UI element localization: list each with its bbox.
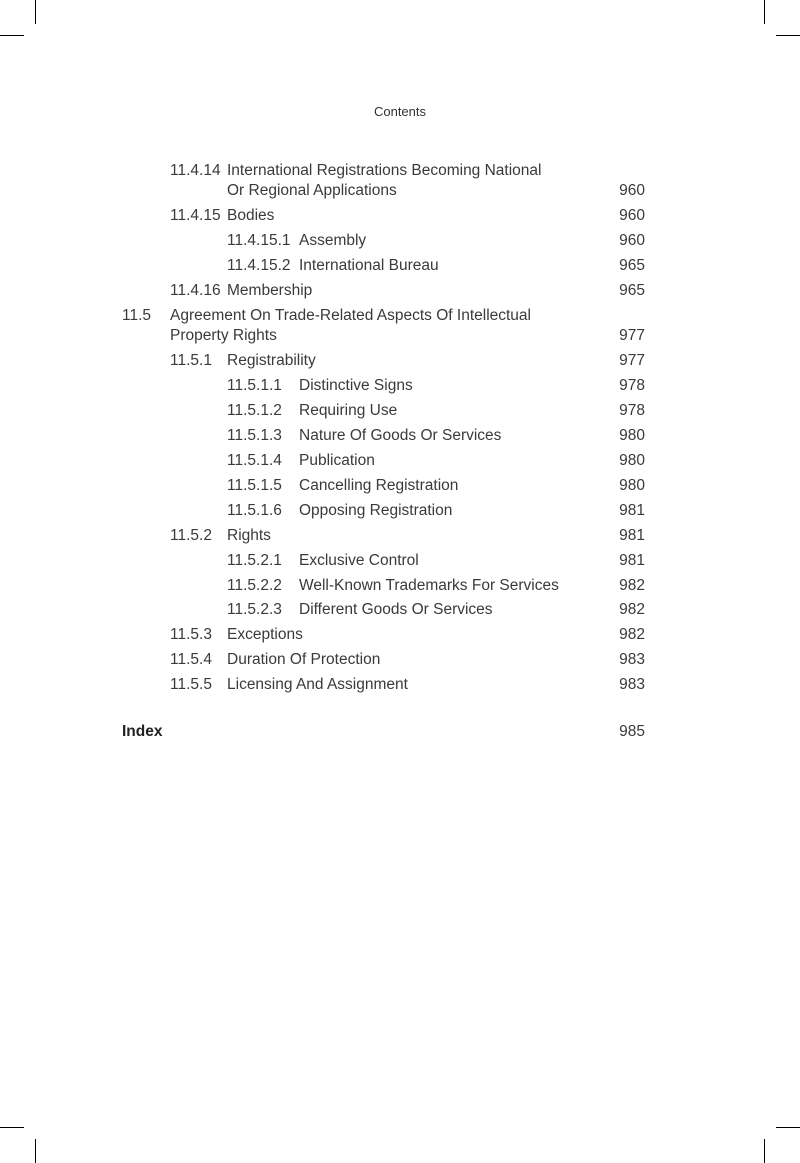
- toc-number: 11.5.5: [170, 676, 212, 693]
- toc-page-number: 977: [619, 327, 645, 344]
- index-page-number: 985: [619, 723, 645, 740]
- crop-mark-bottom-left-horizontal: [0, 1127, 24, 1128]
- toc-title: Registrability: [227, 352, 316, 369]
- toc-number: 11.5: [122, 307, 152, 324]
- toc-number: 11.5.1.2: [227, 402, 282, 419]
- toc-number: 11.5.2.3: [227, 601, 282, 618]
- toc-number: 11.4.14: [170, 162, 221, 179]
- toc-number: 11.5.2: [170, 527, 212, 544]
- toc-number: 11.5.1.4: [227, 452, 282, 469]
- toc-page-number: 983: [619, 651, 645, 668]
- running-head: Contents: [373, 104, 427, 119]
- toc-title: Distinctive Signs: [299, 377, 413, 394]
- crop-mark-bottom-left-vertical: [35, 1139, 36, 1163]
- toc-page-number: 960: [619, 232, 645, 249]
- toc-title: Exceptions: [227, 626, 303, 643]
- toc-number: 11.5.4: [170, 651, 212, 668]
- crop-mark-top-right-vertical: [764, 0, 765, 24]
- toc-page-number: 981: [619, 552, 645, 569]
- toc-title: Property Rights: [170, 327, 277, 344]
- toc-number: 11.4.15: [170, 207, 221, 224]
- crop-mark-bottom-right-vertical: [764, 1139, 765, 1163]
- toc-number: 11.5.1.1: [227, 377, 282, 394]
- toc-title: International Registrations Becoming National: [227, 162, 542, 179]
- toc-title: Rights: [227, 527, 271, 544]
- toc-title: Opposing Registration: [299, 502, 453, 519]
- toc-number: 11.4.16: [170, 282, 221, 299]
- toc-number: 11.5.1.6: [227, 502, 282, 519]
- toc-title: Bodies: [227, 207, 275, 224]
- toc-page-number: 982: [619, 601, 645, 618]
- toc-title: Membership: [227, 282, 313, 299]
- toc-page-number: 982: [619, 626, 645, 643]
- toc-title: Agreement On Trade-Related Aspects Of Intellectual: [170, 307, 531, 324]
- crop-mark-top-right-horizontal: [776, 35, 800, 36]
- toc-page-number: 982: [619, 577, 645, 594]
- toc-page-number: 960: [619, 182, 645, 199]
- toc-number: 11.5.1.5: [227, 477, 282, 494]
- toc-title: Publication: [299, 452, 375, 469]
- toc-page-number: 981: [619, 502, 645, 519]
- toc-page-number: 980: [619, 477, 645, 494]
- toc-page-number: 983: [619, 676, 645, 693]
- toc-number: 11.5.2.1: [227, 552, 282, 569]
- toc-number: 11.4.15.2: [227, 257, 291, 274]
- crop-mark-top-left-horizontal: [0, 35, 24, 36]
- toc-title: Nature Of Goods Or Services: [299, 427, 502, 444]
- toc-title: Different Goods Or Services: [299, 601, 493, 618]
- toc-page-number: 960: [619, 207, 645, 224]
- toc-page-number: 980: [619, 452, 645, 469]
- crop-mark-top-left-vertical: [35, 0, 36, 24]
- toc-title: Exclusive Control: [299, 552, 419, 569]
- toc-number: 11.5.1: [170, 352, 212, 369]
- toc-number: 11.4.15.1: [227, 232, 291, 249]
- toc-number: 11.5.1.3: [227, 427, 282, 444]
- toc-page-number: 978: [619, 402, 645, 419]
- toc-title: Duration Of Protection: [227, 651, 381, 668]
- toc-number: 11.5.3: [170, 626, 212, 643]
- crop-mark-bottom-right-horizontal: [776, 1127, 800, 1128]
- toc-page-number: 965: [619, 282, 645, 299]
- toc-page-number: 965: [619, 257, 645, 274]
- toc-title: Assembly: [299, 232, 367, 249]
- toc-number: 11.5.2.2: [227, 577, 282, 594]
- toc-page-number: 978: [619, 377, 645, 394]
- toc-page-number: 977: [619, 352, 645, 369]
- toc-title: Requiring Use: [299, 402, 398, 419]
- index-title: Index: [122, 723, 163, 740]
- toc-title: Or Regional Applications: [227, 182, 397, 199]
- toc-title: International Bureau: [299, 257, 439, 274]
- toc-title: Well-Known Trademarks For Services: [299, 577, 559, 594]
- toc-page-number: 980: [619, 427, 645, 444]
- toc-title: Licensing And Assignment: [227, 676, 408, 693]
- toc-title: Cancelling Registration: [299, 477, 459, 494]
- toc-page-number: 981: [619, 527, 645, 544]
